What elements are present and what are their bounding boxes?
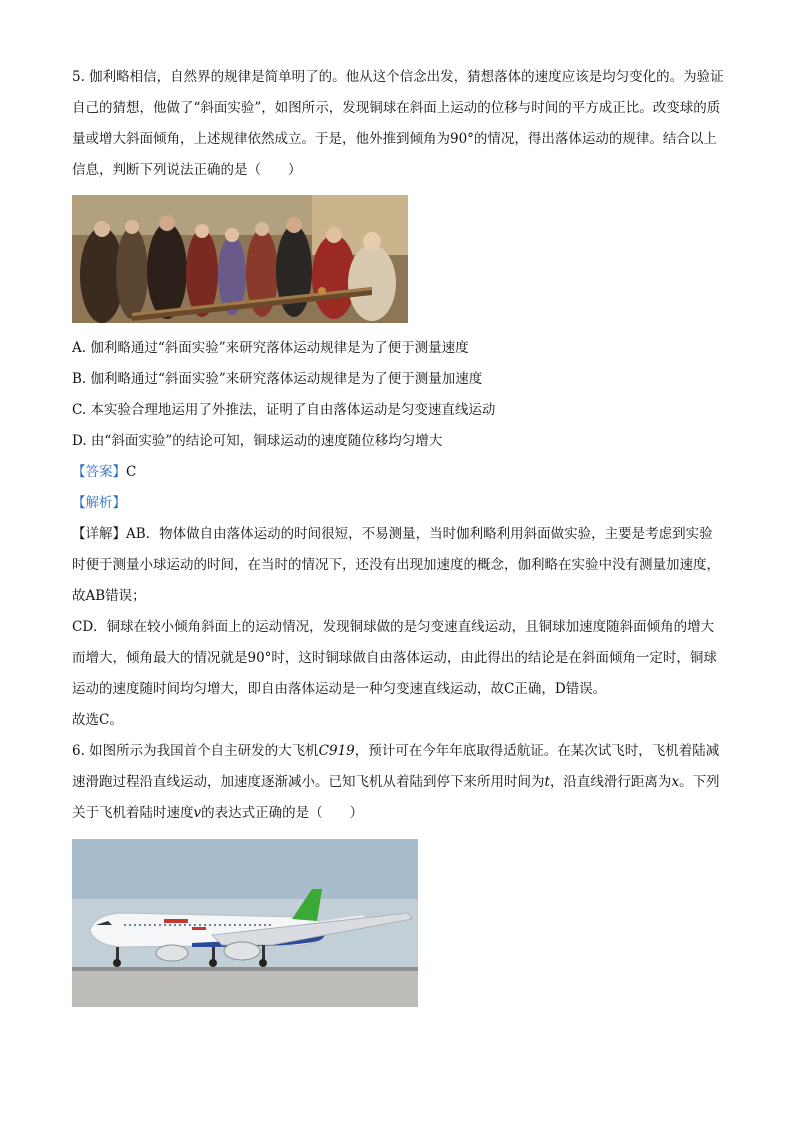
q6-stem-part: 6. 如图所示为我国首个自主研发的大飞机 — [72, 743, 319, 759]
var-v: v — [193, 805, 202, 821]
detail-ab — [72, 519, 726, 612]
q6-stem-part: 。下列关于飞机着陆时速度 — [72, 774, 720, 821]
analysis-tag: 【解析】 — [72, 495, 126, 511]
question-5-stem: 5. 伽利略相信，自然界的规律是简单明了的。他从这个信念出发，猜想落体的速度应该是均匀变化的。为验证自己的猜想，他做了“斜面实验”，如图所示，发现铜球在斜面上运动的位移与时间的平方成正比。改变球的质量或增大斜面倾角，上述规律依然成立。于是，他外推到倾角为90°的情况，得出落体运动的规律。结合以上信息，判断下列说法正确的是（ ） — [72, 69, 724, 178]
answer-line — [72, 457, 726, 488]
option-a: A. 伽利略通过“斜面实验”来研究落体运动规律是为了便于测量速度 — [72, 340, 469, 356]
answer-tag: 【答案】 — [72, 464, 126, 480]
analysis-line — [72, 488, 726, 519]
q6-stem-part: 的表达式正确的是（ ） — [201, 805, 364, 821]
painting-illustration — [72, 195, 408, 323]
answer-value: C — [126, 464, 137, 480]
page-content — [72, 62, 726, 1007]
detail-cd: CD．铜球在较小倾角斜面上的运动情况，发现铜球做的是匀变速直线运动，且铜球加速度随斜面倾角的增大而增大，倾角最大的情况就是90°时，这时铜球做自由落体运动，由此得出的结论是在斜面倾角一定时，铜球运动的速度随时间均匀增大，即自由落体运动是一种匀变速直线运动，故C正确，D错误。 — [72, 619, 717, 697]
q6-stem-part: ，沿直线滑行距离为 — [549, 774, 672, 790]
var-t: t — [544, 774, 550, 790]
c919-airplane-photo — [72, 839, 418, 1007]
option-c: C. 本实验合理地运用了外推法，证明了自由落体运动是匀变速直线运动 — [72, 402, 496, 418]
option-b: B. 伽利略通过“斜面实验”来研究落体运动规律是为了便于测量加速度 — [72, 371, 483, 387]
galileo-inclined-plane-painting — [72, 195, 408, 323]
question-6-stem — [72, 736, 726, 829]
option-d: D. 由“斜面实验”的结论可知，铜球运动的速度随位移均匀增大 — [72, 433, 443, 449]
q6-stem-part: ，预计可在今年年底取得适航证。在某次试飞时，飞机着陆减速滑跑过程沿直线运动，加速度逐渐减小。已知飞机从着陆到停下来所用时间为 — [72, 743, 720, 790]
plane-name: C919 — [318, 743, 355, 759]
detail-ab-text: AB．物体做自由落体运动的时间很短，不易测量，当时伽利略利用斜面做实验，主要是考虑到实验时便于测量小球运动的时间，在当时的情况下，还没有出现加速度的概念，伽利略在实验中没有测量加速度，故AB错误； — [72, 526, 720, 604]
detail-tag: 【详解】 — [72, 526, 126, 542]
airplane-illustration — [72, 839, 418, 1007]
q5-conclusion: 故选C。 — [72, 712, 123, 728]
var-x: x — [671, 774, 680, 790]
